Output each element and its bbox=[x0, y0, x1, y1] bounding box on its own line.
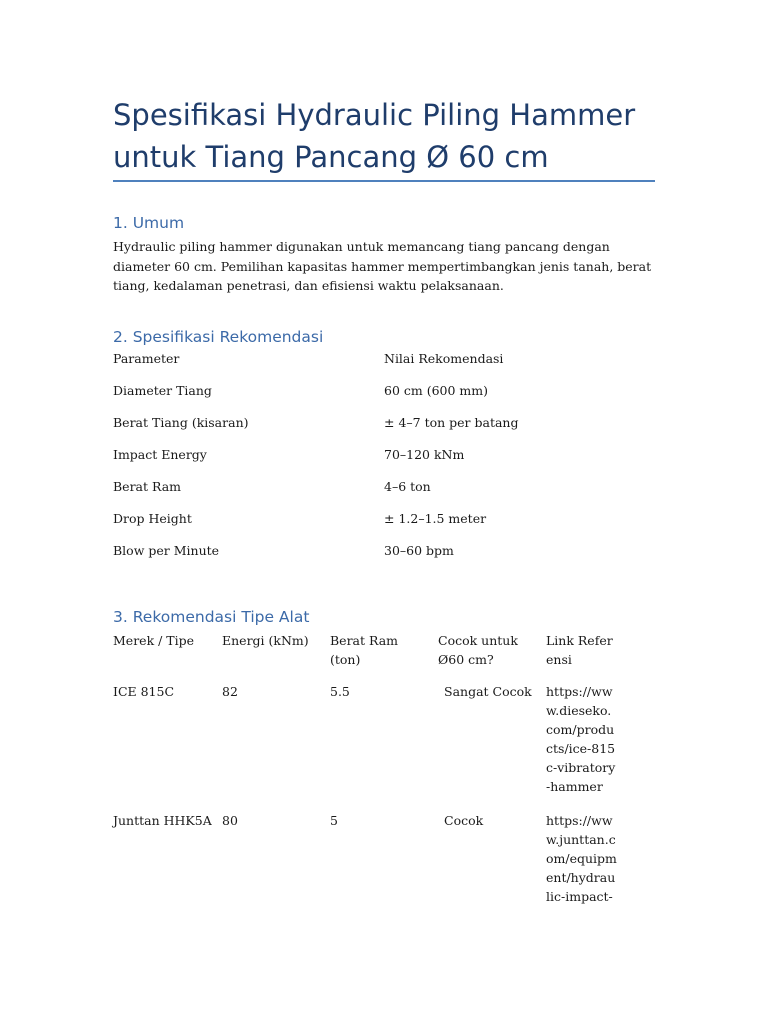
spec-value: 60 cm (600 mm) bbox=[384, 383, 488, 398]
tool-suitability: Cocok bbox=[444, 813, 484, 828]
tool-energy: 80 bbox=[222, 813, 238, 828]
tool-ram-weight: 5.5 bbox=[330, 684, 350, 699]
spec-parameter: Impact Energy bbox=[113, 447, 207, 462]
spec-parameter: Diameter Tiang bbox=[113, 383, 212, 398]
spec-parameter: Berat Tiang (kisaran) bbox=[113, 415, 249, 430]
table-row bbox=[113, 479, 656, 511]
spec-value: ± 1.2–1.5 meter bbox=[384, 511, 487, 526]
tool-reference-link[interactable]: https://www.junttan.com/equipment/hydraulic-impact- bbox=[546, 813, 617, 904]
spec-table-header bbox=[113, 351, 656, 383]
tool-header-suitability: Cocok untuk Ø60 cm? bbox=[438, 633, 518, 667]
spec-table bbox=[113, 351, 656, 575]
spec-header-value: Nilai Rekomendasi bbox=[384, 351, 504, 366]
table-row bbox=[113, 511, 656, 543]
section-umum-paragraph: Hydraulic piling hammer digunakan untuk memancang tiang pancang dengan diameter 60 cm. Pemilihan kapasitas hammer mempertimbangkan jenis tanah, berat tiang, kedalaman penetrasi, dan efisiensi waktu pelaksanaan. bbox=[113, 239, 652, 294]
spec-value: 30–60 bpm bbox=[384, 543, 454, 558]
table-row bbox=[113, 383, 656, 415]
tool-header-ram-weight: Berat Ram (ton) bbox=[330, 633, 399, 667]
table-row bbox=[113, 415, 656, 447]
section-heading-spesifikasi: 2. Spesifikasi Rekomendasi bbox=[113, 328, 324, 346]
section-heading-umum: 1. Umum bbox=[113, 214, 185, 232]
tool-table bbox=[113, 631, 656, 931]
tool-header-brand: Merek / Tipe bbox=[113, 633, 195, 648]
table-row bbox=[113, 543, 656, 575]
tool-brand: ICE 815C bbox=[113, 684, 175, 699]
table-row bbox=[113, 682, 656, 811]
tool-energy: 82 bbox=[222, 684, 238, 699]
spec-parameter: Blow per Minute bbox=[113, 543, 220, 558]
tool-reference-link[interactable]: https://www.dieseko.com/products/ice-815c-vibratory-hammer bbox=[546, 684, 616, 794]
spec-header-parameter: Parameter bbox=[113, 351, 180, 366]
tool-table-header bbox=[113, 631, 656, 682]
spec-value: 70–120 kNm bbox=[384, 447, 465, 462]
spec-parameter: Drop Height bbox=[113, 511, 192, 526]
tool-suitability: Sangat Cocok bbox=[444, 684, 532, 699]
tool-header-link: Link Referensi bbox=[546, 633, 613, 667]
table-row bbox=[113, 811, 656, 931]
spec-value: 4–6 ton bbox=[384, 479, 431, 494]
title-divider bbox=[113, 180, 655, 182]
document-title: Spesifikasi Hydraulic Piling Hammer untuk Tiang Pancang Ø 60 cm bbox=[113, 98, 636, 174]
spec-value: ± 4–7 ton per batang bbox=[384, 415, 519, 430]
section-heading-tipe-alat: 3. Rekomendasi Tipe Alat bbox=[113, 608, 310, 626]
spec-parameter: Berat Ram bbox=[113, 479, 182, 494]
tool-brand: Junttan HHK5A bbox=[113, 813, 212, 828]
tool-header-energy: Energi (kNm) bbox=[222, 633, 309, 648]
table-row bbox=[113, 447, 656, 479]
tool-ram-weight: 5 bbox=[330, 813, 338, 828]
